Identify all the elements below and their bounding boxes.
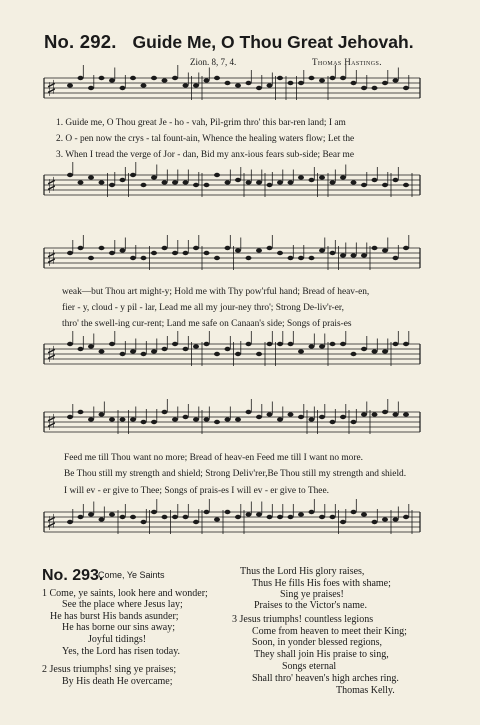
verse-line: Thus the Lord His glory raises, [240, 566, 365, 577]
svg-text:♯: ♯ [46, 411, 57, 436]
svg-text:♯: ♯ [46, 511, 57, 536]
verse-line: Joyful tidings! [88, 634, 147, 645]
lyric-line: fier - y, cloud - y pil - lar, Lead me all my jour-ney thro'; Strong De-liv'r-er, [62, 303, 345, 313]
hymn-title: Come, Ye Saints [98, 570, 165, 580]
lyric-line: weak—but Thou art might-y; Hold me with Thy pow'rful hand; Bread of heav-en, [62, 287, 370, 297]
verse-line: Yes, the Lord has risen today. [62, 646, 181, 657]
hymn-author: Thomas Hastings. [312, 57, 382, 67]
hymn-number: No. 293. [42, 567, 104, 584]
verse-line: 3 Jesus triumphs! countless legions [232, 614, 374, 625]
lyric-line: 1. Guide me, O Thou great Je - ho - vah, Pil-grim thro' this bar-ren land; I am [56, 118, 346, 128]
lyric-line: 3. When I tread the verge of Jor - dan, Bid my anx-ious fears sub-side; Bear me [56, 150, 355, 160]
verse-line: See the place where Jesus lay; [62, 599, 183, 610]
verse-line: By His death He overcame; [62, 676, 173, 687]
verse-line: They shall join His praise to sing, [254, 649, 389, 660]
svg-text:♯: ♯ [46, 343, 57, 368]
verse-line: He has burst His bands asunder; [50, 611, 179, 622]
lyric-line: Be Thou still my strength and shield; Strong Deliv'rer,Be Thou still my strength and shield. [64, 469, 407, 479]
lyric-line: Feed me till Thou want no more; Bread of heav-en Feed me till I want no more. [64, 453, 363, 463]
verse-line: Sing ye praises! [280, 589, 344, 600]
verse-line: 2 Jesus triumphs! sing ye praises; [42, 664, 177, 675]
svg-text:♯: ♯ [46, 174, 57, 199]
verse-line: Praises to the Victor's name. [254, 600, 367, 611]
lyric-line: thro' the swell-ing cur-rent; Land me safe on Canaan's side; Songs of prais-es [62, 319, 352, 329]
verse-line: Shall thro' heaven's high arches ring. [252, 673, 399, 684]
svg-text:♯: ♯ [46, 77, 57, 102]
verse-line: 1 Come, ye saints, look here and wonder; [42, 588, 208, 599]
verse-line: Thus He fills His foes with shame; [252, 578, 391, 589]
tune-name: Zion. 8, 7, 4. [190, 57, 237, 67]
lyric-line: 2. O - pen now the crys - tal fount-ain, Whence the healing waters flow; Let the [56, 134, 355, 144]
verse-line: Come from heaven to meet their King; [252, 626, 407, 637]
verse-line: Songs eternal [282, 661, 337, 672]
verse-signature: Thomas Kelly. [336, 685, 395, 696]
lyric-line: I will ev - er give to Thee; Songs of prais-es I will ev - er give to Thee. [64, 486, 329, 496]
hymn-number: No. 292. [44, 31, 117, 52]
hymn-title: Guide Me, O Thou Great Jehovah. [132, 32, 414, 52]
verse-line: Soon, in yonder blessed regions, [252, 637, 382, 648]
svg-text:♯: ♯ [46, 247, 57, 272]
verse-line: He has borne our sins away; [62, 622, 176, 633]
